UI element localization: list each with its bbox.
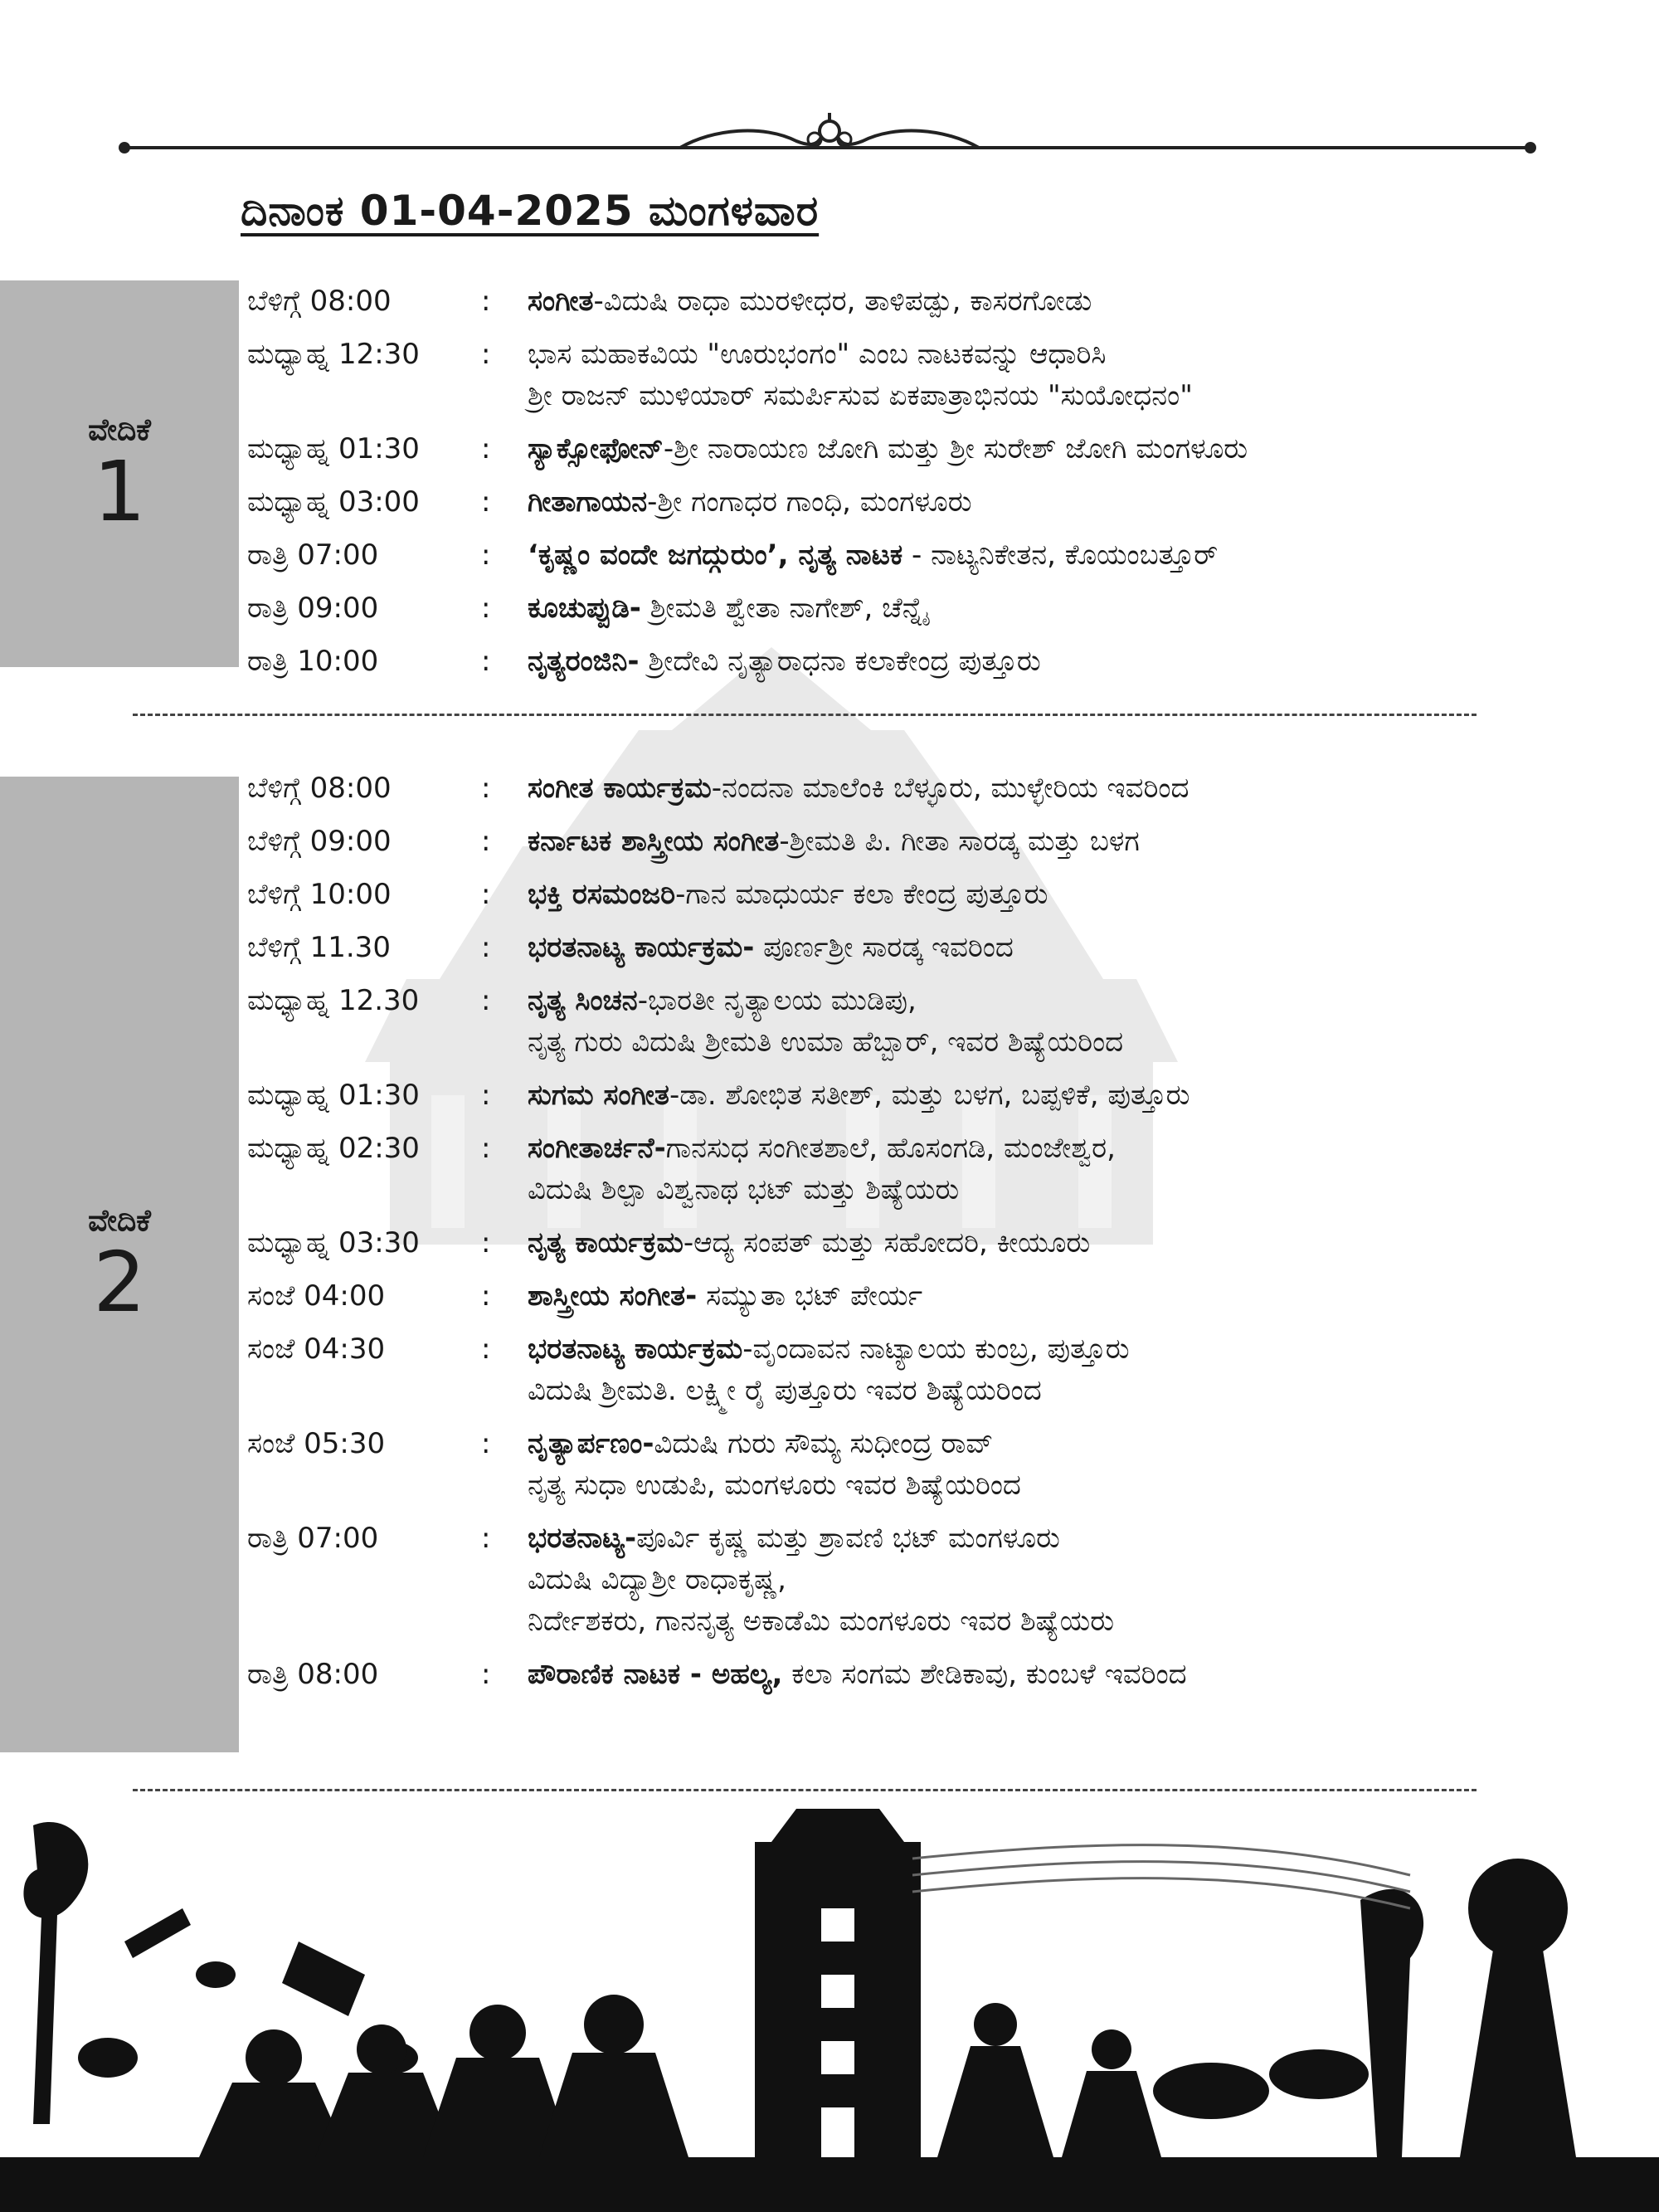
schedule-row: [247, 980, 1657, 1063]
event-time: ಸಂಜೆ 04:00: [247, 1279, 386, 1313]
event-detail: [528, 481, 1657, 523]
event-text: ಶ್ರೀಮತಿ ಶ್ವೇತಾ ನಾಗೇಶ್, ಚೆನ್ನೈ: [640, 592, 928, 625]
event-time: ರಾತ್ರಿ 07:00: [247, 538, 379, 572]
event-title: ಭಕ್ತಿ ರಸಮಂಜರಿ: [528, 878, 676, 911]
event-text: ವಿದುಷಿ ಶಿಲ್ಪಾ ವಿಶ್ವನಾಥ ಭಟ್ ಮತ್ತು ಶಿಷ್ಯೆಯರು: [528, 1173, 960, 1206]
event-title: ಸಂಗೀತಾರ್ಚನೆ-: [528, 1132, 666, 1165]
event-text: ವಿದುಷಿ ಶ್ರೀಮತಿ. ಲಕ್ಷ್ಮೀ ರೈ ಪುತ್ತೂರು ಇವರ ಶಿಷ್ಯೆಯರಿಂದ: [528, 1374, 1042, 1407]
time-separator: :: [481, 1333, 491, 1366]
event-detail: [528, 1275, 1657, 1317]
schedule-row: [247, 927, 1657, 968]
event-text: -ವಿದುಷಿ ರಾಧಾ ಮುರಳೀಧರ, ತಾಳಿಪಡ್ಪು, ಕಾಸರಗೋಡು: [593, 285, 1092, 318]
event-line: [528, 1370, 1657, 1411]
event-text: ನೃತ್ಯ ಸುಧಾ ಉಡುಪಿ, ಮಂಗಳೂರು ಇವರ ಶಿಷ್ಯೆಯರಿಂದ: [528, 1469, 1021, 1502]
event-title: ‘ಕೃಷ್ಣಂ ವಂದೇ ಜಗದ್ಗುರುಂ’, ನೃತ್ಯ ನಾಟಕ: [528, 538, 903, 572]
event-line: [528, 1518, 1657, 1559]
event-line: [528, 874, 1657, 915]
time-separator: :: [481, 1427, 491, 1460]
event-title: ಸುಗಮ ಸಂಗೀತ: [528, 1079, 669, 1112]
event-title: ಸ್ಯಾಕ್ಸೋಫೋನ್: [528, 432, 664, 465]
date-heading: ದಿನಾಂಕ 01-04-2025 ಮಂಗಳವಾರ: [241, 187, 820, 235]
event-line: [528, 1074, 1657, 1116]
event-text: ಕಲಾ ಸಂಗಮ ಶೇಡಿಕಾವು, ಕುಂಬಳೆ ಇವರಿಂದ: [782, 1658, 1187, 1691]
event-line: [528, 1169, 1657, 1211]
event-title: ನೃತ್ಯರಂಜಿನಿ-: [528, 645, 640, 678]
event-detail: [528, 587, 1657, 629]
event-title: ನೃತ್ಯ ಸಿಂಚನ: [528, 984, 638, 1017]
event-text: ನಿರ್ದೇಶಕರು, ಗಾನನೃತ್ಯ ಅಕಾಡೆಮಿ ಮಂಗಳೂರು ಇವರ ಶಿಷ್ಯೆಯರು: [528, 1605, 1115, 1638]
schedule-row: [247, 1518, 1657, 1642]
schedule-row: [247, 534, 1657, 576]
event-time: ಸಂಜೆ 04:30: [247, 1333, 386, 1366]
event-line: [528, 1654, 1657, 1695]
event-time: ಮಧ್ಯಾಹ್ನ 03:30: [247, 1226, 420, 1259]
event-text: ನೃತ್ಯ ಗುರು ವಿದುಷಿ ಶ್ರೀಮತಿ ಉಮಾ ಹೆಬ್ಬಾರ್, ಇವರ ಶಿಷ್ಯೆಯರಿಂದ: [528, 1026, 1124, 1059]
event-title: ಸಂಗೀತ: [528, 285, 594, 318]
event-time: ಮಧ್ಯಾಹ್ನ 01:30: [247, 1079, 420, 1112]
time-separator: :: [481, 538, 491, 572]
event-time: ಮಧ್ಯಾಹ್ನ 01:30: [247, 432, 420, 465]
stage-1-schedule: [247, 280, 1657, 694]
event-time: ಬೆಳಿಗ್ಗೆ 10:00: [247, 878, 392, 911]
schedule-row: [247, 1128, 1657, 1211]
stage-2-panel: [0, 777, 239, 1752]
event-title: ಪೌರಾಣಿಕ ನಾಟಕ - ಅಹಲ್ಯ,: [528, 1658, 783, 1691]
time-separator: :: [481, 432, 491, 465]
event-line: [528, 1464, 1657, 1506]
event-detail: [528, 334, 1657, 417]
event-time: ಮಧ್ಯಾಹ್ನ 03:00: [247, 485, 420, 519]
event-time: ಮಧ್ಯಾಹ್ನ 12.30: [247, 984, 420, 1017]
event-title: ಗೀತಾಗಾಯನ: [528, 485, 648, 519]
time-separator: :: [481, 1132, 491, 1165]
stage-1-panel: [0, 280, 239, 667]
event-line: [528, 481, 1657, 523]
stage-1-number: 1: [93, 442, 146, 540]
event-line: [528, 1275, 1657, 1317]
time-separator: :: [481, 645, 491, 678]
event-text: -ನಂದನಾ ಮಾಲೆಂಕಿ ಬೆಳ್ಳೂರು, ಮುಳ್ಳೇರಿಯ ಇವರಿಂದ: [711, 772, 1190, 805]
event-detail: [528, 767, 1657, 809]
time-separator: :: [481, 825, 491, 858]
event-text: ಪೂರ್ವಿ ಕೃಷ್ಣ ಮತ್ತು ಶ್ರಾವಣಿ ಭಟ್ ಮಂಗಳೂರು: [636, 1522, 1060, 1555]
event-title: ಭರತನಾಟ್ಯ ಕಾರ್ಯಕ್ರಮ-: [528, 931, 755, 964]
schedule-row: [247, 1222, 1657, 1264]
time-separator: :: [481, 338, 491, 371]
time-separator: :: [481, 931, 491, 964]
schedule-row: [247, 481, 1657, 523]
time-separator: :: [481, 1279, 491, 1313]
time-separator: :: [481, 592, 491, 625]
schedule-row: [247, 821, 1657, 862]
time-separator: :: [481, 485, 491, 519]
event-detail: [528, 927, 1657, 968]
event-text: ಶ್ರೀದೇವಿ ನೃತ್ಯಾರಾಧನಾ ಕಲಾಕೇಂದ್ರ ಪುತ್ತೂರು: [639, 645, 1041, 678]
time-separator: :: [481, 285, 491, 318]
event-text: ಶ್ರೀ ರಾಜನ್ ಮುಳಿಯಾರ್ ಸಮರ್ಪಿಸುವ ಏಕಪಾತ್ರಾಭಿನಯ "ಸುಯೋಧನಂ": [528, 379, 1193, 412]
event-detail: [528, 1222, 1657, 1264]
event-line: [528, 1601, 1657, 1642]
event-text: -ಶ್ರೀ ನಾರಾಯಣ ಜೋಗಿ ಮತ್ತು ಶ್ರೀ ಸುರೇಶ್ ಜೋಗಿ ಮಂಗಳೂರು: [663, 432, 1248, 465]
event-text: -ಡಾ. ಶೋಭಿತ ಸತೀಶ್, ಮತ್ತು ಬಳಗ, ಬಪ್ಪಳಿಕೆ, ಪುತ್ತೂರು: [669, 1079, 1190, 1112]
event-detail: [528, 980, 1657, 1063]
event-text: -ಗಾನ ಮಾಧುರ್ಯ ಕಲಾ ಕೇಂದ್ರ ಪುತ್ತೂರು: [675, 878, 1048, 911]
event-detail: [528, 1423, 1657, 1506]
event-line: [528, 1222, 1657, 1264]
event-detail: [528, 428, 1657, 470]
stage-2-label: ವೇದಿಕೆ: [88, 1203, 151, 1238]
performers-silhouette-footer: [0, 1809, 1659, 2212]
time-separator: :: [481, 878, 491, 911]
event-text: -ಶ್ರೀ ಗಂಗಾಧರ ಗಾಂಧಿ, ಮಂಗಳೂರು: [647, 485, 972, 519]
event-text: ಭಾಸ ಮಹಾಕವಿಯ "ಊರುಭಂಗಂ" ಎಂಬ ನಾಟಕವನ್ನು ಆಧಾರಿಸಿ: [528, 338, 1107, 371]
event-line: [528, 1021, 1657, 1063]
time-separator: :: [481, 984, 491, 1017]
event-time: ಮಧ್ಯಾಹ್ನ 12:30: [247, 338, 420, 371]
event-time: ಬೆಳಿಗ್ಗೆ 11.30: [247, 931, 391, 964]
event-line: [528, 1559, 1657, 1601]
event-title: ನೃತ್ಯ ಕಾರ್ಯಕ್ರಮ: [528, 1226, 684, 1259]
event-line: [528, 980, 1657, 1021]
schedule-row: [247, 767, 1657, 809]
event-detail: [528, 534, 1657, 576]
schedule-row: [247, 428, 1657, 470]
schedule-row: [247, 641, 1657, 682]
event-text: ಸಮ್ಯುತಾ ಭಟ್ ಪೇರ್ಯ: [697, 1279, 923, 1313]
event-detail: [528, 1074, 1657, 1116]
event-text: -ಭಾರತೀ ನೃತ್ಯಾಲಯ ಮುಡಿಪು,: [637, 984, 917, 1017]
time-separator: :: [481, 1226, 491, 1259]
event-detail: [528, 1328, 1657, 1411]
event-time: ಮಧ್ಯಾಹ್ನ 02:30: [247, 1132, 420, 1165]
event-time: ಬೆಳಿಗ್ಗೆ 08:00: [247, 772, 392, 805]
event-text: ಪೂರ್ಣಶ್ರೀ ಸಾರಡ್ಕ ಇವರಿಂದ: [754, 931, 1014, 964]
schedule-row: [247, 334, 1657, 417]
time-separator: :: [481, 772, 491, 805]
time-separator: :: [481, 1658, 491, 1691]
event-title: ಸಂಗೀತ ಕಾರ್ಯಕ್ರಮ: [528, 772, 712, 805]
event-time: ರಾತ್ರಿ 08:00: [247, 1658, 379, 1691]
event-title: ಭರತನಾಟ್ಯ ಕಾರ್ಯಕ್ರಮ: [528, 1333, 743, 1366]
event-line: [528, 280, 1657, 322]
event-line: [528, 428, 1657, 470]
event-time: ಬೆಳಿಗ್ಗೆ 09:00: [247, 825, 392, 858]
event-time: ಸಂಜೆ 05:30: [247, 1427, 386, 1460]
event-title: ಶಾಸ್ತ್ರೀಯ ಸಂಗೀತ-: [528, 1279, 698, 1313]
event-text: -ಆದ್ಯ ಸಂಪತ್ ಮತ್ತು ಸಹೋದರಿ, ಕೀಯೂರು: [683, 1226, 1091, 1259]
event-time: ರಾತ್ರಿ 10:00: [247, 645, 379, 678]
event-line: [528, 375, 1657, 417]
time-separator: :: [481, 1522, 491, 1555]
event-detail: [528, 821, 1657, 862]
event-text: ವಿದುಷಿ ವಿದ್ಯಾಶ್ರೀ ರಾಧಾಕೃಷ್ಣ,: [528, 1563, 786, 1596]
event-text: - ನಾಟ್ಯನಿಕೇತನ, ಕೊಯಂಬತ್ತೂರ್: [902, 538, 1219, 572]
event-line: [528, 1128, 1657, 1169]
event-detail: [528, 1128, 1657, 1211]
schedule-row: [247, 1654, 1657, 1695]
event-line: [528, 821, 1657, 862]
event-time: ರಾತ್ರಿ 07:00: [247, 1522, 379, 1555]
event-line: [528, 587, 1657, 629]
event-line: [528, 767, 1657, 809]
event-title: ನೃತ್ಯಾರ್ಪಣಂ-: [528, 1427, 654, 1460]
event-detail: [528, 641, 1657, 682]
schedule-row: [247, 1423, 1657, 1506]
event-line: [528, 641, 1657, 682]
schedule-row: [247, 1328, 1657, 1411]
event-detail: [528, 280, 1657, 322]
event-title: ಕರ್ನಾಟಕ ಶಾಸ್ತ್ರೀಯ ಸಂಗೀತ: [528, 825, 780, 858]
event-text: -ಶ್ರೀಮತಿ ಪಿ. ಗೀತಾ ಸಾರಡ್ಕ ಮತ್ತು ಬಳಗ: [779, 825, 1140, 858]
stage-1-label: ವೇದಿಕೆ: [88, 412, 151, 447]
event-time: ಬೆಳಿಗ್ಗೆ 08:00: [247, 285, 392, 318]
event-time: ರಾತ್ರಿ 09:00: [247, 592, 379, 625]
time-separator: :: [481, 1079, 491, 1112]
schedule-row: [247, 587, 1657, 629]
event-title: ಭರತನಾಟ್ಯ-: [528, 1522, 637, 1555]
stage-2-divider: [133, 1789, 1477, 1791]
event-detail: [528, 1518, 1657, 1642]
schedule-row: [247, 280, 1657, 322]
top-ornament: [0, 0, 1659, 191]
event-detail: [528, 874, 1657, 915]
event-text: -ವೃಂದಾವನ ನಾಟ್ಯಾಲಯ ಕುಂಬ್ರ, ಪುತ್ತೂರು: [742, 1333, 1130, 1366]
schedule-row: [247, 874, 1657, 915]
event-line: [528, 334, 1657, 375]
event-title: ಕೂಚುಪ್ಪುಡಿ-: [528, 592, 641, 625]
event-line: [528, 534, 1657, 576]
event-line: [528, 1328, 1657, 1370]
event-detail: [528, 1654, 1657, 1695]
stage-2-schedule: [247, 767, 1657, 1707]
schedule-row: [247, 1275, 1657, 1317]
event-text: ವಿದುಷಿ ಗುರು ಸೌಮ್ಯ ಸುಧೀಂದ್ರ ರಾವ್: [654, 1427, 994, 1460]
stage-1-divider: [133, 714, 1477, 716]
schedule-row: [247, 1074, 1657, 1116]
event-line: [528, 927, 1657, 968]
event-text: ಗಾನಸುಧ ಸಂಗೀತಶಾಲೆ, ಹೊಸಂಗಡಿ, ಮಂಜೇಶ್ವರ,: [665, 1132, 1116, 1165]
stage-2-number: 2: [93, 1233, 146, 1331]
event-line: [528, 1423, 1657, 1464]
